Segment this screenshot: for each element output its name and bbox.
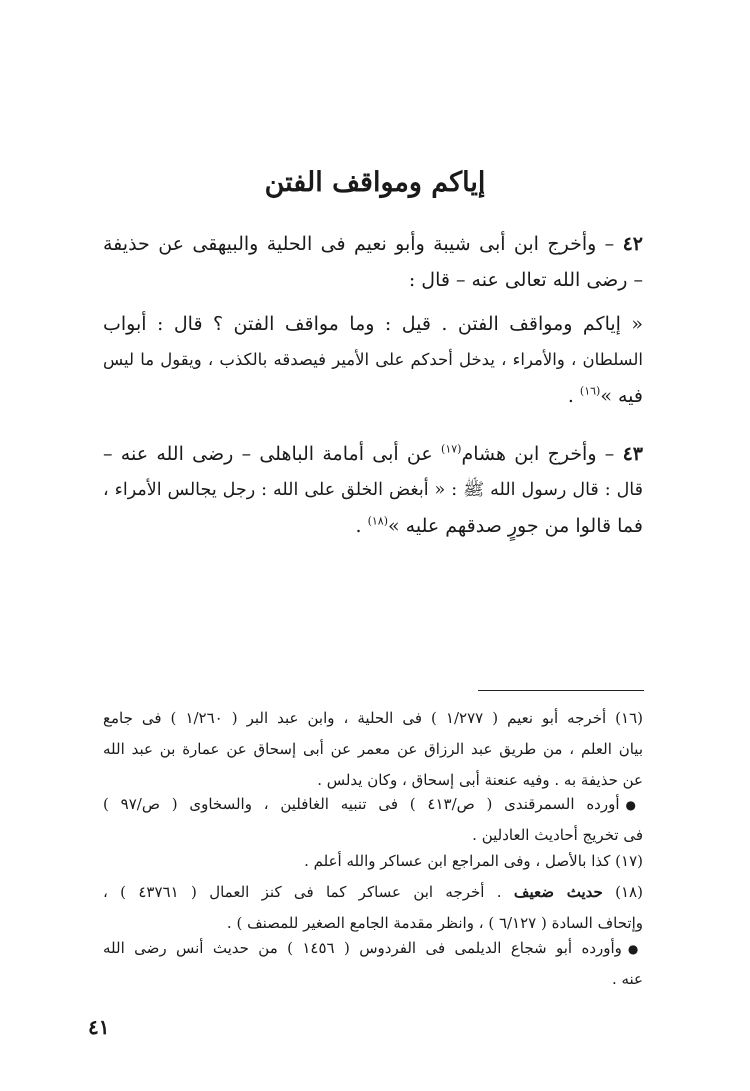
footnote-bullet-2 bbox=[103, 933, 643, 995]
footnote-16-line-1: (١٦) أخرجه أبو نعيم ( ١/٢٧٧ ) فى الحلية ، وابن عبد البر ( ١/٢٦٠ ) فى جامع bbox=[103, 709, 644, 727]
bullet-2-line-2: عنه . bbox=[611, 970, 643, 988]
grading-label: حديث ضعيف bbox=[513, 883, 603, 901]
hadith-42-quote-line-1: « إياكم ومواقف الفتن . قيل : وما مواقف الفتن ؟ قال : أبواب bbox=[103, 313, 643, 335]
bullet-icon: ● bbox=[627, 942, 643, 956]
bullet-1-line-1: ●أورده السمرقندى ( ص/٤١٣ ) فى تنبيه الغافلين ، والسخاوى ( ص/٩٧ ) bbox=[103, 795, 644, 813]
hadith-42-quote-line-3: فيه »$^{(١٦)}$ . bbox=[567, 384, 643, 407]
chapter-title: إياكم ومواقف الفتن bbox=[264, 167, 486, 198]
footnote-16 bbox=[103, 703, 643, 796]
hadith-42-intro-line-1: ٤٢ – وأخرج ابن أبى شيبة وأبو نعيم فى الحلية والبيهقى عن حذيفة bbox=[103, 233, 643, 255]
bullet-2-line-1: ●وأورده أبو شجاع الديلمى فى الفردوس ( ١٤٥٦ ) من حديث أنس رضى الله bbox=[103, 939, 643, 957]
footnote-divider bbox=[478, 690, 644, 691]
page-number: ٤١ bbox=[88, 1015, 110, 1039]
hadith-42-quote-line-2: السلطان ، والأمراء ، يدخل أحدكم على الأمير فيصدقه بالكذب ، ويقول ما ليس bbox=[103, 350, 643, 369]
hadith-42-intro-line-2: – رضى الله تعالى عنه – قال : bbox=[408, 269, 643, 291]
hadith-43 bbox=[103, 436, 643, 544]
bullet-icon: ● bbox=[625, 798, 644, 812]
hadith-43-line-1: ٤٣ – وأخرج ابن هشام$^{(١٧)}$ عن أبى أمامة الباهلى – رضى الله عنه – bbox=[103, 442, 643, 465]
footnote-ref-17: (١٧) bbox=[441, 442, 462, 456]
footnote-16-line-2: بيان العلم ، من طريق عبد الرزاق عن معمر عن أبى إسحاق عن عمارة بن عبد الله bbox=[103, 740, 643, 758]
hadith-42 bbox=[103, 226, 643, 298]
footnote-bullet-1 bbox=[103, 789, 643, 851]
bullet-1-line-2: فى تخريج أحاديث العادلين . bbox=[472, 826, 643, 844]
hadith-42-quote bbox=[103, 306, 643, 414]
footnote-16-line-3: عن حذيفة به . وفيه عنعنة أبى إسحاق ، وكان يدلس . bbox=[317, 771, 643, 789]
footnote-ref-18: (١٨) bbox=[367, 514, 388, 528]
footnote-17: (١٧) كذا بالأصل ، وفى المراجع ابن عساكر والله أعلم . bbox=[304, 852, 643, 870]
footnote-18-line-1: (١٨) حديث ضعيف . أخرجه ابن عساكر كما فى كنز العمال ( ٤٣٧٦١ ) ، bbox=[103, 883, 643, 901]
hadith-number: ٤٣ bbox=[622, 443, 643, 465]
hadith-43-line-2: قال : قال رسول الله ﷺ : « أبغض الخلق على الله : رجل يجالس الأمراء ، bbox=[103, 480, 643, 500]
footnote-18-line-2: وإتحاف السادة ( ٦/١٢٧ ) ، وانظر مقدمة الجامع الصغير للمصنف ) . bbox=[226, 914, 643, 932]
footnote-ref-16: (١٦) bbox=[579, 384, 601, 398]
footnotes-17-18 bbox=[103, 846, 643, 939]
hadith-43-line-3: فما قالوا من جورٍ صدقهم عليه »$^{(١٨)}$ . bbox=[355, 514, 643, 537]
hadith-number: ٤٢ bbox=[622, 233, 643, 255]
